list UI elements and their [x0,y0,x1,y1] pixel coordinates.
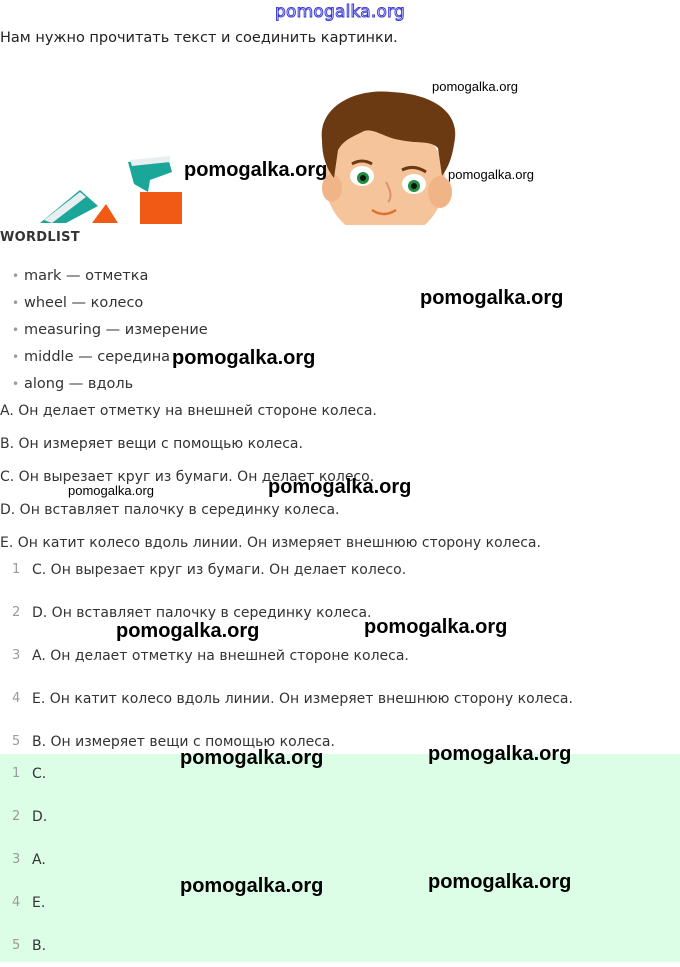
order-row [0,591,680,634]
row-text: C. Он вырезает круг из бумаги. Он делает колесо. [32,561,407,578]
order-row [0,548,680,591]
legs-illustration [40,156,182,224]
watermark: pomogalka.org [364,616,508,638]
answer-row [0,881,680,924]
order-list [0,548,680,763]
row-number: 1 [12,766,21,781]
wordlist-title: WORDLIST [0,230,80,245]
illustration [0,80,680,225]
wordlist-item: • middle — середина [12,348,171,365]
watermark: pomogalka.org [180,875,324,897]
order-row [0,677,680,720]
answer-row [0,795,680,838]
watermark: pomogalka.org [180,747,324,769]
watermark: pomogalka.org [420,287,564,309]
sentence-d: D. Он вставляет палочку в серединку колеса. [0,501,340,518]
bullet-icon: • [12,295,20,310]
sentence-e: E. Он катит колесо вдоль линии. Он измеряет внешнюю сторону колеса. [0,534,541,551]
sentence-c: C. Он вырезает круг из бумаги. Он делает колесо. [0,468,375,485]
watermark: pomogalka.org [428,743,572,765]
sentence-b: B. Он измеряет вещи с помощью колеса. [0,435,303,452]
watermark: pomogalka.org [172,347,316,369]
row-number: 3 [12,648,21,663]
answer-text: A. [32,851,46,868]
wordlist-item: • mark — отметка [12,267,149,284]
site-logo-link[interactable]: pomogalka.org [275,2,405,22]
answer-row [0,924,680,967]
watermark: pomogalka.org [116,620,260,642]
answer-text: E. [32,894,46,911]
answer-text: D. [32,808,48,825]
answer-panel [0,754,680,962]
answer-text: B. [32,937,47,954]
wordlist-item: • measuring — измерение [12,321,208,338]
watermark: pomogalka.org [432,79,518,94]
bullet-icon: • [12,268,20,283]
bullet-icon: • [12,376,20,391]
row-text: D. Он вставляет палочку в серединку колеса. [32,604,372,621]
wordlist-item: • wheel — колесо [12,294,144,311]
watermark: pomogalka.org [184,159,328,181]
sentence-a: A. Он делает отметку на внешней стороне колеса. [0,402,377,419]
row-number: 3 [12,852,21,867]
site-header [0,0,680,22]
sentence-list [0,394,541,559]
row-text: E. Он катит колесо вдоль линии. Он измеряет внешнюю сторону колеса. [32,690,573,707]
watermark: pomogalka.org [448,167,534,182]
row-text: A. Он делает отметку на внешней стороне колеса. [32,647,409,664]
row-number: 5 [12,938,21,953]
wordlist [12,262,208,397]
boy-face-illustration [322,92,456,225]
row-number: 4 [12,895,21,910]
order-row [0,634,680,677]
row-number: 1 [12,562,21,577]
row-number: 5 [12,734,21,749]
wordlist-item: • along — вдоль [12,375,134,392]
row-number: 4 [12,691,21,706]
answer-row [0,752,680,795]
row-text: B. Он измеряет вещи с помощью колеса. [32,733,335,750]
watermark: pomogalka.org [428,871,572,893]
answer-text: C. [32,765,47,782]
bullet-icon: • [12,349,20,364]
watermark: pomogalka.org [68,483,154,498]
intro-text: Нам нужно прочитать текст и соединить картинки. [0,30,398,46]
row-number: 2 [12,605,21,620]
row-number: 2 [12,809,21,824]
watermark: pomogalka.org [268,476,412,498]
bullet-icon: • [12,322,20,337]
answer-row [0,838,680,881]
